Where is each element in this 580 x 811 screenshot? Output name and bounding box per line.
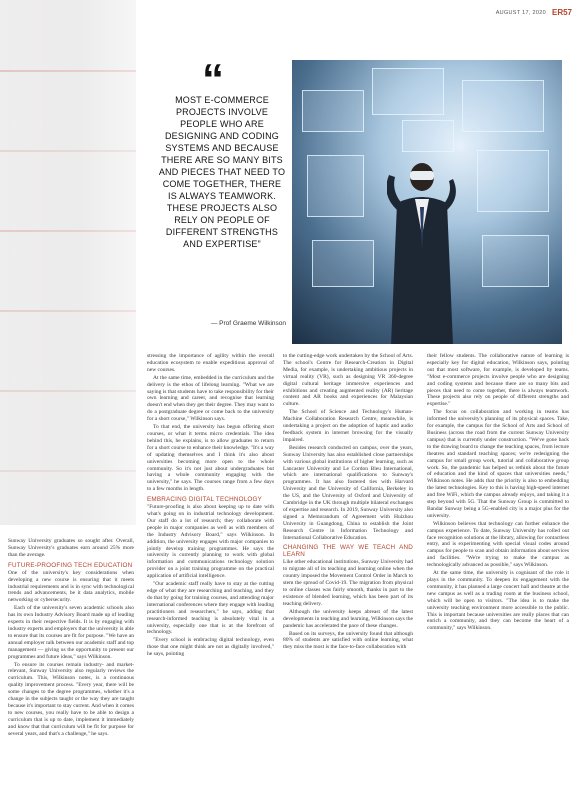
paragraph: Besides research conducted on campus, over the years, Sunway University has also established close partnerships with various global institutions of higher learning, such as Lancaster University and Le Cordon Bleu International, which are international qualifications to Sunway's programmes. It has also fostered ties with Harvard University and the University of California, Berkeley in the US, and the University of Oxford and University of Cambridge in the UK through multiple bilateral exchanges of expertise and research. In 2019, Sunway University also signed a Memorandum of Agreement with Huizhou University in Guangdong, China to establish the Joint Research Centre in Information Technology and International Collaborative Education.	[283, 444, 413, 541]
article-column-4	[427, 353, 569, 633]
paragraph: "Every school is embracing digital technology, even those that one might think are not as digitally involved," he says, pointing	[147, 637, 274, 658]
paragraph: The School of Science and Technology's Human-Machine Collaboration Research Centre, meanwhile, is undertaking a project on the adoption of haptic and audio feedback system in internet browsing for the visually impaired.	[283, 409, 413, 443]
paragraph: stressing the importance of agility within the overall education ecosystem to enable expeditious approval of new courses.	[147, 353, 274, 373]
article-column-1	[8, 538, 134, 738]
left-background-photo	[0, 0, 136, 525]
paragraph: At the same time, embedded in the curriculum and the delivery is the ethos of lifelong learning. "What we are saying is that students have to take responsibility for their own learning and career, and recognise that learning doesn't end when they get their degree. They may want to do a postgraduate degree or come back to the university for a short course," Wilkinson says.	[147, 374, 274, 423]
article-column-3	[283, 353, 413, 652]
paragraph: At the same time, the university is cognisant of the role it plays in the community. To deepen its engagement with the community, it has planned a large concert hall and theatre at the new campus as well as a trading room at the business school, which will be open to visitors. "The idea is to make the university teaching environment more accessible to the public. This is important because universities are really places that can enrich a community, and they can become the heart of a community," says Wilkinson.	[427, 570, 569, 632]
paragraph: their fellow students. The collaborative nature of learning is especially key for digital education, Wilkinson says, pointing out that most software, for example, is developed by teams. "Most e-commerce projects involve people who are designing and coding systems and because there are so many bits and pieces that need to come together, there is always teamwork. These projects also rely on people of different strengths and expertise."	[427, 353, 569, 408]
paragraph: One of the university's key considerations when developing a new course is ensuring that it meets industrial requirements and is in sync with technological trends and advancements, be it data analytics, mobile networking or cybersecurity.	[8, 569, 134, 604]
paragraph: Wilkinson believes that technology can further enhance the campus experience. To date, Sunway University has rolled out face recognition solutions at the library, allowing for contactless entry, and is experimenting with special visual codes around campus for people to scan and obtain information about services and facilities. "We're trying to make the campus as technologically advanced as possible," says Wilkinson.	[427, 520, 569, 569]
man-with-vr-headset	[387, 155, 457, 344]
paragraph: To ensure its courses remain industry- and market-relevant, Sunway University also regularly reviews the curriculum. This, Wilkinson notes, is a continuous quality improvement process. "Every year, there will be some changes to the degree programmes, whether it's a change in the subjects taught or the way they are taught because it's important to stay current. And when it comes to new courses, you really have to be able to design a curriculum that is up to date, implement it immediately and know that that curriculum will be fit for purpose for several years, and that's a challenge," he says.	[8, 661, 134, 737]
subheading-future-proofing: FUTURE-PROOFING TECH EDUCATION	[8, 561, 133, 569]
paragraph: Sunway University graduates so sought after. Overall, Sunway University's graduates earn around 25% more than the average.	[8, 538, 134, 558]
paragraph: Based on its surveys, the university found that although 80% of students are satisfied with online learning, what they miss the most is the face-to-face collaboration with	[283, 630, 413, 651]
page-number: ER57	[551, 8, 572, 17]
subheading-embracing-digital: EMBRACING DIGITAL TECHNOLOGY	[147, 496, 262, 504]
paragraph: "Future-proofing is also about keeping up to date with what's going on in industrial technology development. Our staff do a lot of research; they collaborate with people in major companies as well as with members of the Industry Advisory Board," says Wilkinson. In addition, the university engages with major companies to jointly develop training programmes. He says the university is currently planning to work with global information and communications technology solution provider on a joint training programme on the practical application of artificial intelligence.	[147, 504, 274, 580]
paragraph: The focus on collaboration and working in teams has informed the university's planning of its physical spaces. Take, for example, the campus for the School of Arts and School of Business (across the road from the current Sunway University campus) that is currently under construction. "We've gone back to the drawing board to change the teaching spaces, from lecture theatres and standard teaching spaces; we're redesigning the campus for small group work, tutorial and collaborative group work. So, the pandemic has helped us rethink about the future of education and the kind of spaces that universities needs," Wilkinson notes. He adds that the priority is also to embedding the latest technologies. Key to this is having high-speed internet and free WiFi, which the campus already enjoys, and taking it a step beyond with 5G. That the Sunway Group is committed to Bandar Sunway being a 5G-enabled city is a major plus for the university.	[427, 409, 569, 519]
pull-quote-attribution: — Prof Graeme Wilkinson	[210, 320, 286, 327]
paragraph: Like other educational institutions, Sunway University had to migrate all of its teaching and learning online when the country imposed the Movement Control Order in March to stem the spread of Covid-19. The migration from physical to online classes was fairly smooth, thanks in part to the existence of blended learning, which has been part of its teaching delivery.	[283, 559, 413, 607]
paragraph: To that end, the university has begun offering short courses, or what it terms micro credentials. The idea behind this, he explains, is to allow graduates to return for a short course to enhance their knowledge. "It's a way of updating themselves and I think it's also about universities becoming more open to the whole community. So it's not just about undergraduates but having a whole community engaging with the university," he says. The courses range from a few days to a few months in length.	[147, 424, 274, 493]
pull-quote-text: MOST E-COMMERCE PROJECTS INVOLVE PEOPLE WHO ARE DESIGNING AND CODING SYSTEMS AND BECAUSE THERE ARE SO MANY BITS AND PIECES THAT NEED TO COME TOGETHER, THERE IS ALWAYS TEAMWORK. THESE PROJECTS ALSO RELY ON PEOPLE OF DIFFERENT STRENGTHS AND EXPERTISE”	[158, 95, 286, 249]
subheading-changing-the-way: CHANGING THE WAY WE TEACH AND LEARN	[283, 544, 413, 559]
hero-vr-photo	[292, 60, 562, 344]
paragraph: Each of the university's seven academic schools also has its own Industry Advisory Board made up of leading experts in their respective fields. It is by engaging with industry experts and employers that the university is able to ensure that its courses are fit for purpose. "We have an annual employer talk between our academic staff and top management — giving us the opportunity to present our programmes and future ideas," says Wilkinson.	[8, 605, 134, 660]
paragraph: to the cutting-edge work undertaken by the School of Arts. The school's Centre for Research-Creation in Digital Media, for example, is undertaking ambitious projects in virtual reality (VR), such as designing VR 360-degree digital cultural heritage immersive experiences and exhibitions and creating augmented reality (AR) heritage content and AR books and experiences for Malaysian culture.	[283, 353, 413, 408]
pull-quote-mark: “	[202, 55, 224, 104]
article-column-2	[147, 353, 274, 659]
paragraph: Although the university keeps abreast of the latest developments in teaching and learning, Wilkinson says the pandemic has accelerated the pace of these changes.	[283, 608, 413, 629]
issue-date: AUGUST 17, 2020	[495, 9, 546, 16]
page-header	[496, 8, 572, 17]
paragraph: "Our academic staff really have to stay at the cutting edge of what they are researching and teaching, and they do that by going for training courses, and attending major international conferences where they engage with leading practitioners and researchers," he says, adding that research-informed teaching is absolutely vital in a university, especially one that is at the forefront of technology.	[147, 581, 274, 636]
